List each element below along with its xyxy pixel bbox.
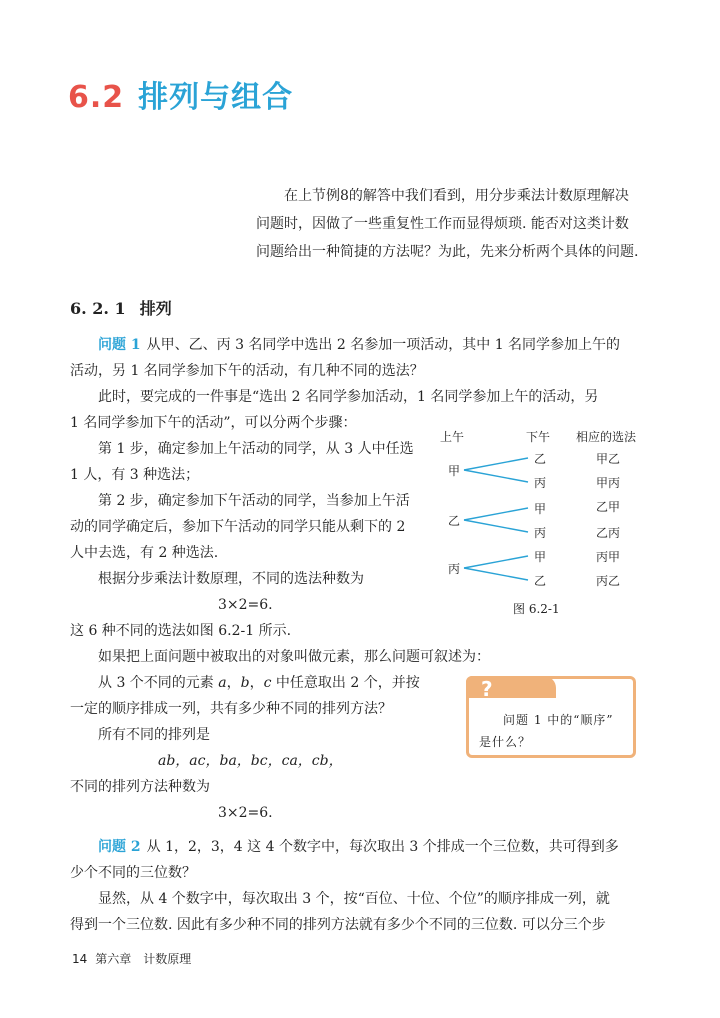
problem-text: 少个不同的三位数？ [70, 865, 196, 881]
paragraph-line: 第 1 步，确定参加上午活动的同学，从 3 人中任选 [98, 441, 414, 457]
tree-branch [464, 520, 528, 532]
problem-text: 从甲、乙、丙 3 名同学中选出 2 名参加一项活动，其中 1 名同学参加上午的 [146, 337, 621, 353]
separator: ， [249, 675, 264, 691]
tree-branch [464, 568, 528, 580]
paragraph-line: 1 名同学参加下午的活动”，可以分两个步骤： [70, 415, 357, 431]
page-footer [72, 950, 191, 967]
problem-text: 从 1，2，3，4 这 4 个数字中，每次取出 3 个排成一个三位数，共可得到多 [146, 839, 619, 855]
section-heading [68, 72, 293, 116]
intro-paragraph [256, 182, 640, 266]
tree-result: 丙乙 [596, 574, 621, 588]
math-var-b: b [240, 675, 250, 691]
paragraph-line: 一定的顺序排成一列，共有多少种不同的排列方法？ [70, 701, 392, 717]
permutation-list: ab，ac，ba，bc，ca，cb， [158, 753, 343, 769]
problem-1 [70, 332, 620, 384]
tree-leaf: 甲 [534, 550, 547, 564]
tree-branch [464, 556, 528, 568]
tree-root: 乙 [448, 514, 461, 528]
callout-text [479, 709, 629, 753]
tree-diagram [440, 424, 650, 624]
section-number: 6.2 [68, 80, 125, 115]
tree-result: 乙甲 [596, 500, 621, 514]
problem-2 [70, 834, 619, 938]
text-span: 中任意取出 2 个，并按 [271, 675, 420, 691]
page-number: 14 [72, 952, 88, 966]
subsection-title: 排列 [139, 299, 172, 318]
problem-text: 活动，另 1 名同学参加下午的活动，有几种不同的选法？ [70, 363, 424, 379]
tree-root: 丙 [448, 562, 461, 576]
equation: 3×2=6. [218, 805, 273, 821]
text-span: 从 3 个不同的元素 [98, 675, 219, 691]
subsection-number: 6. 2. 1 [70, 299, 126, 318]
callout-line: 问题 1 中的“顺序” [503, 713, 614, 727]
paragraph-line: 人中去选，有 2 种选法. [70, 545, 219, 561]
intro-line: 问题给出一种简捷的方法呢？为此，先来分析两个具体的问题. [256, 244, 639, 260]
tree-leaf: 甲 [534, 502, 547, 516]
math-var-a: a [218, 675, 227, 691]
problem-2-label: 问题 2 [98, 839, 141, 855]
callout-line: 是什么？ [479, 735, 532, 749]
tree-result: 甲丙 [596, 476, 621, 490]
paragraph-line: 此时，要完成的一件事是“选出 2 名同学参加活动，1 名同学参加上午的活动，另 [98, 389, 599, 405]
problem-1-label: 问题 1 [98, 337, 141, 353]
tree-branch [464, 458, 528, 470]
subsection-heading [70, 296, 172, 319]
tree-root: 甲 [448, 464, 461, 478]
paragraph-line: 如果把上面问题中被取出的对象叫做元素，那么问题可叙述为： [98, 649, 490, 665]
callout-tab [466, 676, 556, 698]
tree-branch [464, 470, 528, 482]
intro-line: 问题时，因做了一些重复性工作而显得烦琐. 能否对这类计数 [256, 216, 629, 232]
separator: ， [226, 675, 241, 691]
tree-leaf: 乙 [534, 452, 547, 466]
paragraph-line: 显然，从 4 个数字中，每次取出 3 个，按“百位、十位、个位”的顺序排成一列，就 [98, 891, 610, 907]
paragraph-line: 第 2 步，确定参加下午活动的同学，当参加上午活 [98, 493, 410, 509]
paragraph-line: 动的同学确定后，参加下午活动的同学只能从剩下的 2 [70, 519, 406, 535]
paragraph-line: 根据分步乘法计数原理，不同的选法种数为 [98, 571, 364, 587]
paragraph-line: 所有不同的排列是 [98, 727, 210, 743]
tree-result: 丙甲 [596, 550, 621, 564]
tree-leaf: 丙 [534, 476, 547, 490]
question-callout [466, 676, 636, 758]
math-var-c: c [263, 675, 272, 691]
tree-header-morning: 上午 [440, 430, 465, 444]
tree-header-result: 相应的选法 [576, 430, 637, 444]
paragraph-line: 得到一个三位数. 因此有多少种不同的排列方法就有多少个不同的三位数. 可以分三个步 [70, 917, 606, 933]
equation: 3×2=6. [218, 597, 273, 613]
figure-caption: 图 6.2-1 [513, 602, 560, 616]
paragraph-line: 1 人，有 3 种选法； [70, 467, 200, 483]
intro-line: 在上节例8的解答中我们看到，用分步乘法计数原理解决 [284, 188, 629, 204]
tree-result: 乙丙 [596, 526, 621, 540]
tree-leaf: 丙 [534, 526, 547, 540]
tree-header-afternoon: 下午 [526, 430, 551, 444]
chapter-name: 第六章 计数原理 [95, 952, 192, 966]
paragraph-line: 这 6 种不同的选法如图 6.2-1 所示. [70, 623, 292, 639]
tree-branch [464, 508, 528, 520]
tree-leaf: 乙 [534, 574, 547, 588]
tree-result: 甲乙 [596, 452, 621, 466]
section-title: 排列与组合 [138, 80, 294, 115]
paragraph-line: 不同的排列方法种数为 [70, 779, 210, 795]
question-mark-icon: ? [481, 677, 493, 701]
